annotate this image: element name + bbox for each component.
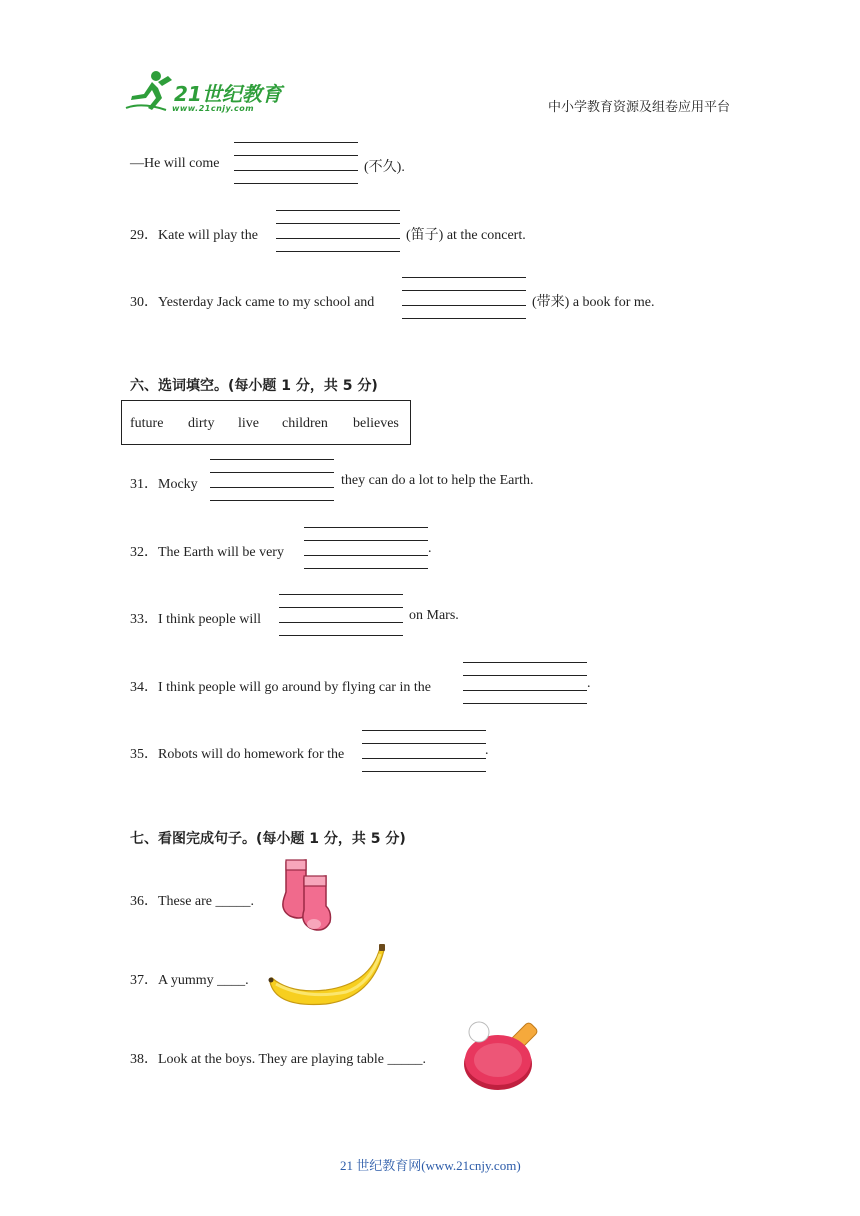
q31-text-after: they can do a lot to help the Earth.	[341, 473, 534, 488]
q36-text: 36．These are _____.	[130, 894, 255, 909]
q29-text-after: (笛子) at the concert.	[406, 228, 526, 243]
q32-text-after: .	[428, 541, 432, 556]
q29-answer-blank	[276, 210, 400, 266]
banana-icon	[266, 944, 390, 1010]
q35-answer-blank	[362, 730, 486, 786]
section6-heading: 六、选词填空。(每小题 1 分，共 5 分)	[130, 378, 378, 394]
q35-text-before: 35．Robots will do homework for the	[130, 747, 345, 762]
section7-heading: 七、看图完成句子。(每小题 1 分，共 5 分)	[130, 831, 406, 847]
logo-text: 21世纪教育	[174, 82, 282, 106]
q28-text-after: (不久).	[364, 160, 405, 175]
q31-answer-blank	[210, 459, 334, 515]
logo-url: www.21cnjy.com	[172, 104, 255, 113]
q30-answer-blank	[402, 277, 526, 333]
q33-answer-blank	[279, 594, 403, 650]
q34-answer-blank	[463, 662, 587, 718]
word-bank-item: future	[130, 416, 164, 431]
word-bank-box	[121, 400, 411, 445]
q38-text: 38．Look at the boys. They are playing table _____.	[130, 1052, 427, 1067]
table-tennis-paddle-icon	[462, 1014, 552, 1096]
q32-text-before: 32．The Earth will be very	[130, 545, 284, 560]
word-bank-item: dirty	[188, 416, 215, 431]
word-bank-item: live	[238, 416, 259, 431]
word-bank-item: children	[282, 416, 328, 431]
header-logo	[122, 68, 292, 116]
platform-title: 中小学教育资源及组卷应用平台	[548, 100, 731, 115]
q28-answer-blank	[234, 142, 358, 198]
q29-text-before: 29．Kate will play the	[130, 228, 258, 243]
q31-text-before: 31．Mocky	[130, 477, 198, 492]
q28-text-before: —He will come	[130, 156, 220, 171]
q33-text-before: 33．I think people will	[130, 612, 262, 627]
q33-text-after: on Mars.	[409, 608, 459, 623]
q35-text-after: .	[485, 743, 489, 758]
q34-text-before: 34．I think people will go around by flying car in the	[130, 680, 431, 695]
q34-text-after: .	[587, 676, 591, 691]
q30-text-after: (带来) a book for me.	[532, 295, 655, 310]
word-bank-item: believes	[353, 416, 399, 431]
footer-text: 21 世纪教育网(www.21cnjy.com)	[340, 1158, 521, 1173]
q30-text-before: 30．Yesterday Jack came to my school and	[130, 295, 375, 310]
q32-answer-blank	[304, 527, 428, 583]
q37-text: 37．A yummy ____.	[130, 973, 249, 988]
socks-icon	[272, 858, 336, 936]
